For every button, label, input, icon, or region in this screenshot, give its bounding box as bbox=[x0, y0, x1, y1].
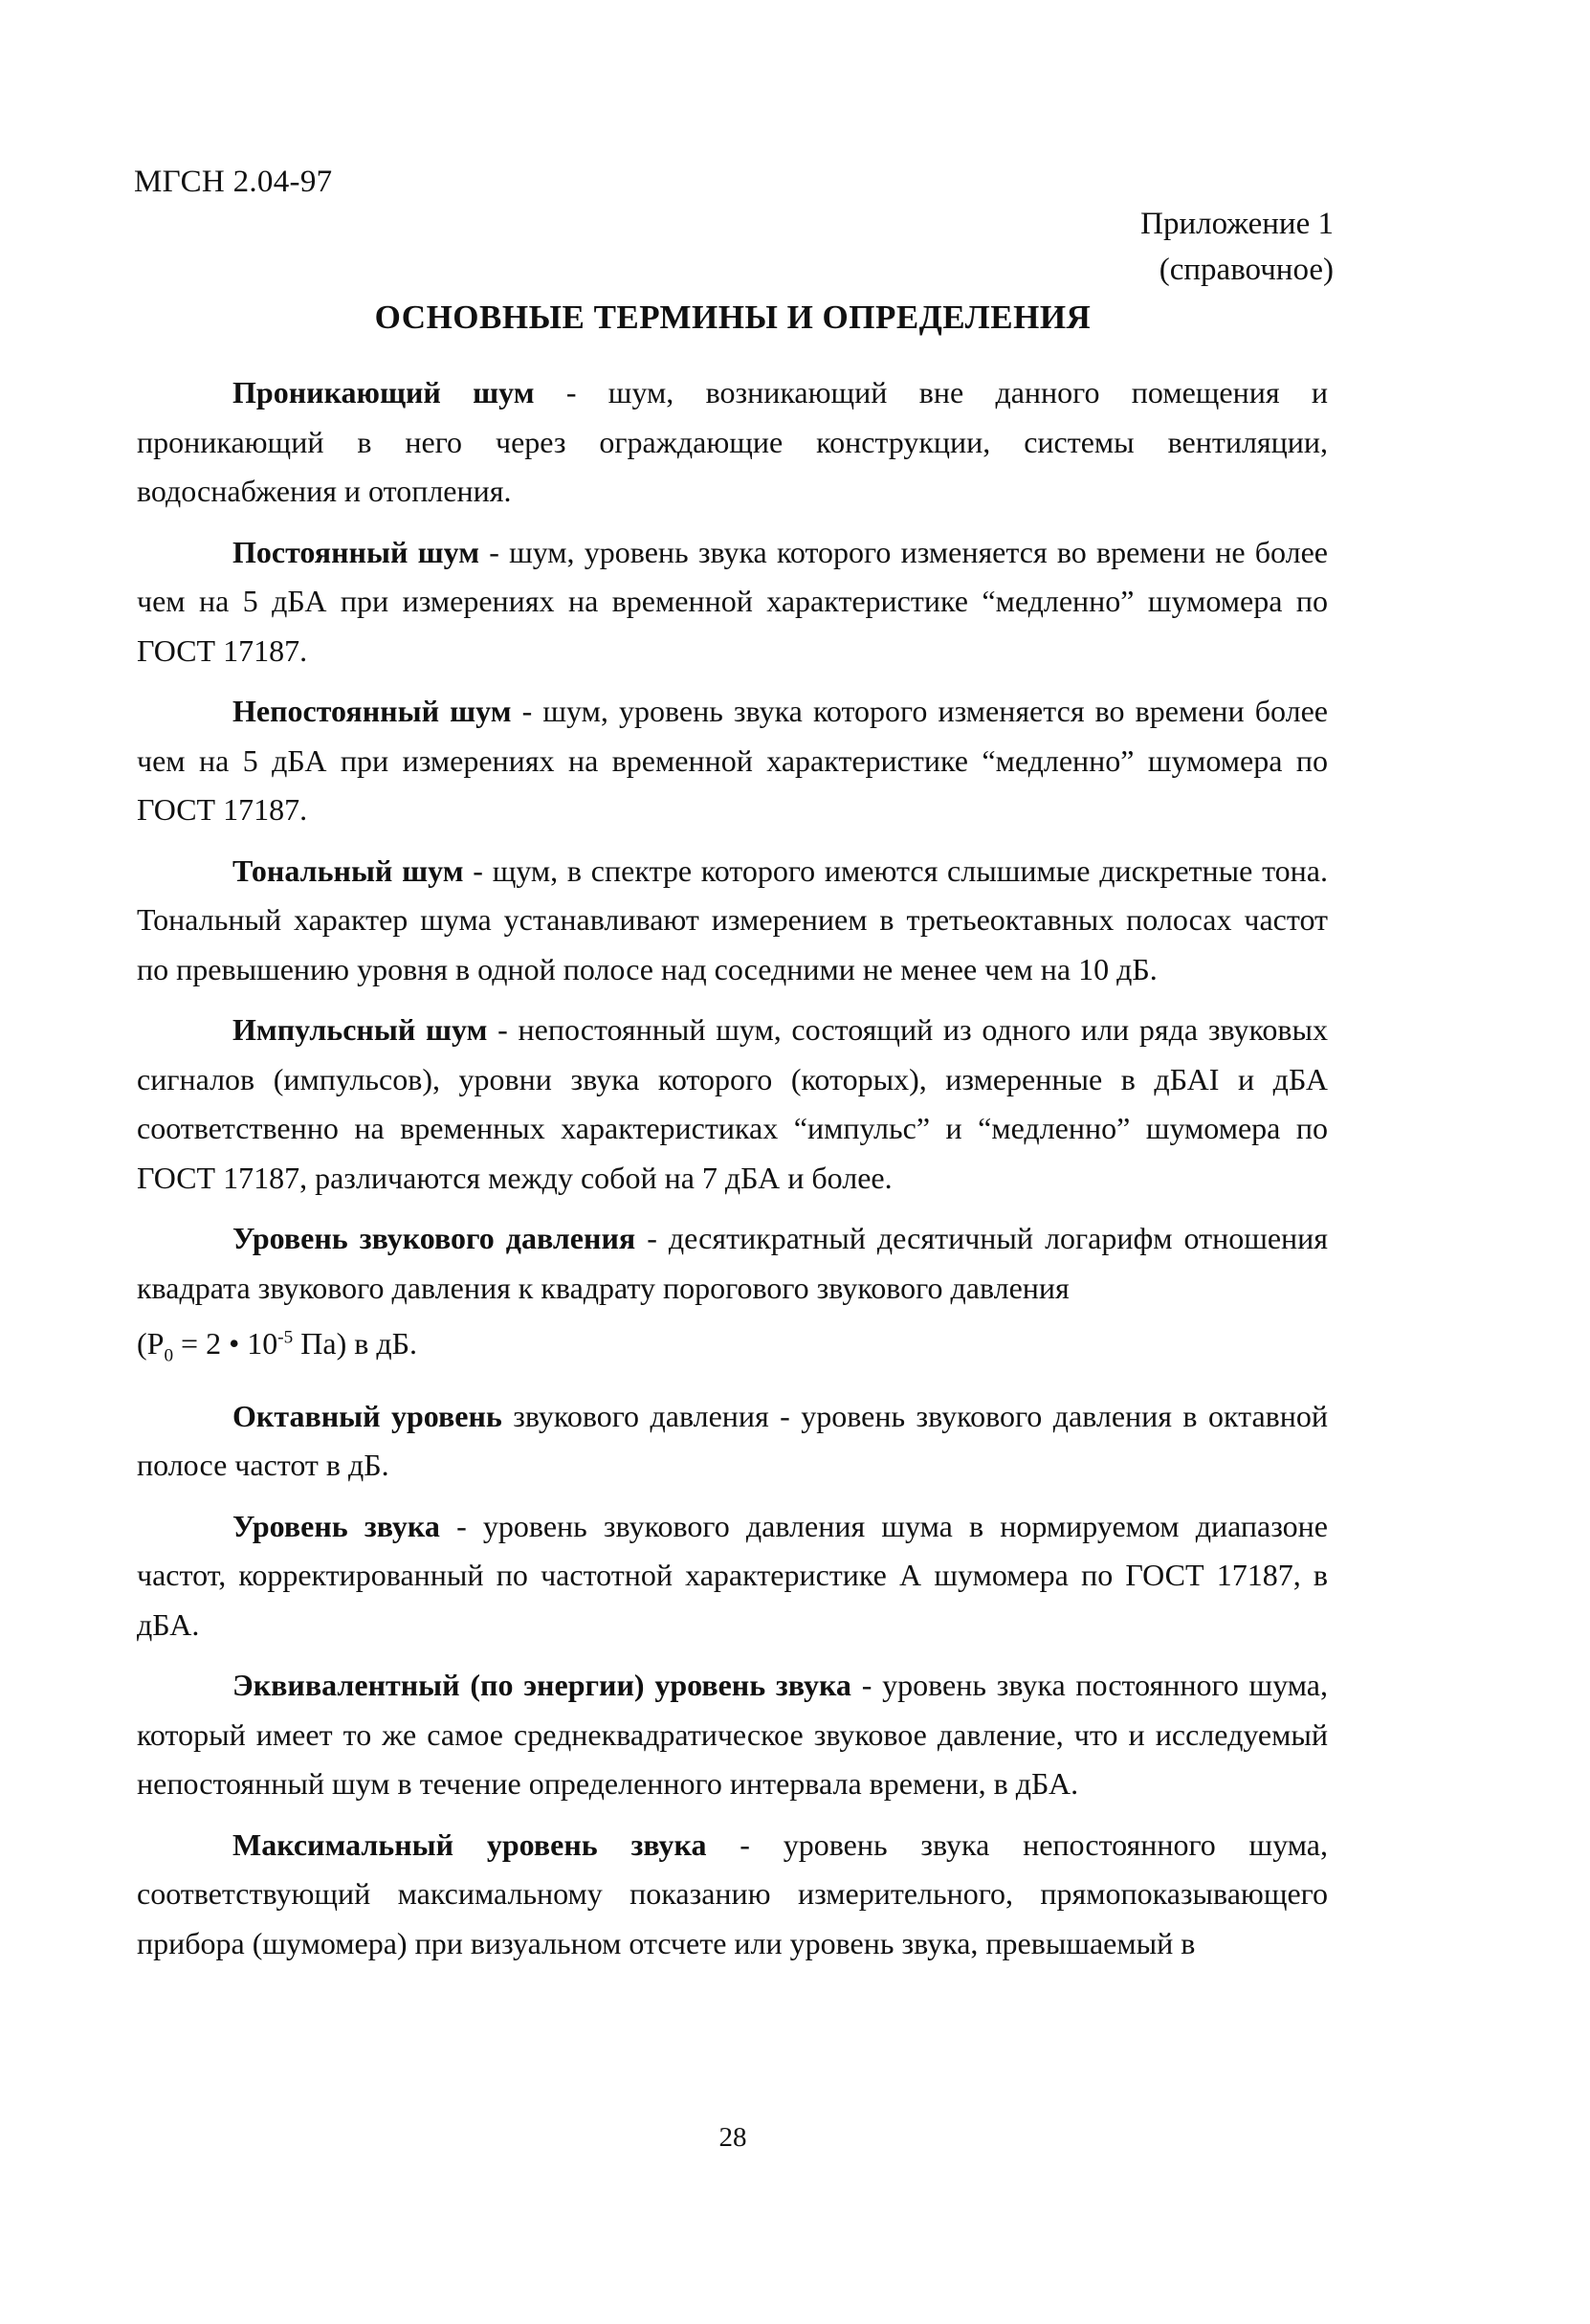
document-code: МГСН 2.04-97 bbox=[134, 165, 333, 199]
definition-text: - шум, уровень звука которого изменяется во времени не более чем на 5 дБА при измерениях на временной характеристике “медленно” шумомера по ГОСТ 17187. bbox=[137, 534, 1329, 668]
appendix-number: Приложение 1 bbox=[1140, 207, 1334, 241]
term: Импульсный шум bbox=[232, 1012, 488, 1047]
term: Уровень звукового давления bbox=[232, 1221, 636, 1255]
definition-text: - шум, возникающий вне данного помещения и проникающий в него через ограждающие конструкции, системы вентиляции, водоснабжения и отопления. bbox=[137, 375, 1328, 508]
definition-text: - уровень звукового давления шума в нормируемом диапазоне частот, корректированный по частотной характеристике А шумомера по ГОСТ 17187, в дБА. bbox=[137, 1508, 1329, 1642]
appendix-label bbox=[1140, 201, 1334, 293]
term: Тональный шум bbox=[232, 852, 464, 888]
term: Эквивалентный (по энергии) уровень звука bbox=[232, 1668, 851, 1703]
term: Уровень звука bbox=[232, 1508, 440, 1543]
term: Непостоянный шум bbox=[232, 694, 512, 728]
page-number: 28 bbox=[718, 2122, 747, 2153]
definition-text: - шум, уровень звука которого изменяется во времени более чем на 5 дБА при измерениях на временной характеристике “медленно” шумомера по ГОСТ 17187. bbox=[137, 694, 1329, 827]
definitions-list bbox=[137, 368, 1328, 1980]
definition-text: - уровень звука непостоянного шума, соответствующий максимальному показанию измерительного, прямопоказывающего прибора (шумомера) при визуальном отсчете или уровень звука, превышаемый в bbox=[137, 1826, 1329, 1960]
definition-text: звукового давления - уровень звукового давления в октавной полосе частот в дБ. bbox=[137, 1398, 1329, 1483]
definition-paragraph bbox=[137, 528, 1328, 676]
definition-paragraph bbox=[137, 368, 1328, 517]
definition-text: - десятикратный десятичный логарифм отношения квадрата звукового давления к квадрату порогового звукового давления bbox=[137, 1221, 1329, 1305]
definition-paragraph bbox=[137, 1006, 1328, 1203]
term: Октавный уровень bbox=[232, 1398, 502, 1433]
formula: ($P_0 = 2$ • $10^{-5}$ Па) в дБ. bbox=[137, 1325, 418, 1366]
appendix-type: (справочное) bbox=[1159, 253, 1334, 287]
definition-text: - щум, в спектре которого имеются слышимые дискретные тона. Тональный характер шума устанавливают измерением в третьеоктавных полосах частот по превышению уровня в одной полосе над соседними не менее чем на 10 дБ. bbox=[137, 852, 1329, 986]
term: Проникающий шум bbox=[232, 375, 535, 409]
term: Максимальный уровень звука bbox=[232, 1826, 707, 1862]
definition-paragraph bbox=[137, 1821, 1328, 1969]
definition-paragraph bbox=[137, 1661, 1328, 1809]
definition-text: - уровень звука постоянного шума, который имеет то же самое среднеквадратическое звуковое давление, что и исследуемый непостоянный шум в течение определенного интервала времени, в дБА. bbox=[137, 1668, 1328, 1802]
term: Постоянный шум bbox=[232, 534, 479, 569]
definition-text: - непостоянный шум, состоящий из одного или ряда звуковых сигналов (импульсов), уровни звука которого (которых), измеренные в дБАI и дБА соответственно на временных характеристиках “импульс” и “медленно” шумомера по ГОСТ 17187, различаются между собой на 7 дБА и более. bbox=[137, 1012, 1329, 1195]
page-title: ОСНОВНЫЕ ТЕРМИНЫ И ОПРЕДЕЛЕНИЯ bbox=[374, 299, 1092, 336]
definition-paragraph bbox=[137, 1214, 1328, 1381]
definition-paragraph bbox=[137, 687, 1328, 835]
definition-paragraph bbox=[137, 847, 1328, 995]
definition-paragraph bbox=[137, 1502, 1328, 1650]
definition-paragraph bbox=[137, 1392, 1328, 1491]
